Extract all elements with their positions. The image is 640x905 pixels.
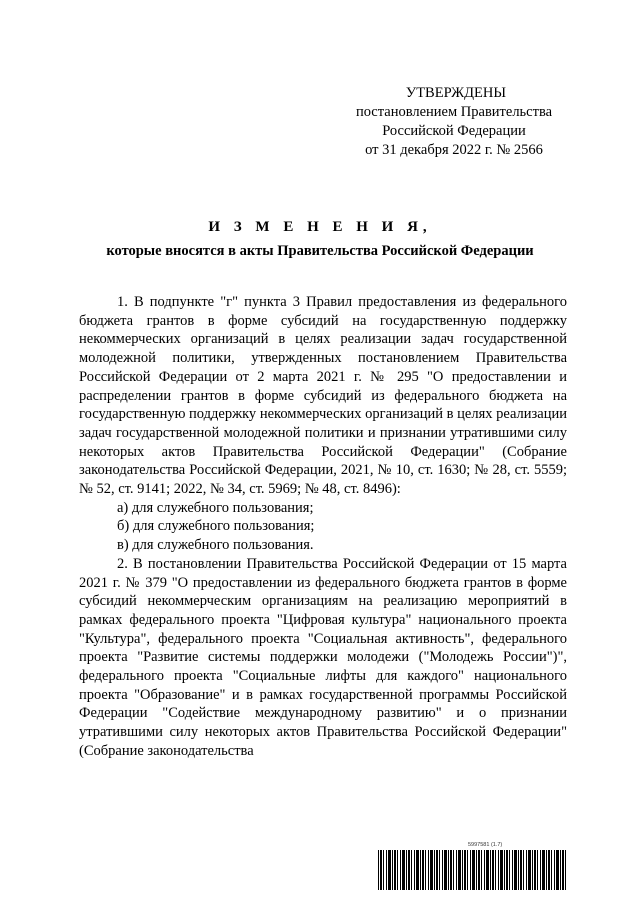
- approval-line-resolution: постановлением Правительства: [355, 104, 553, 120]
- approval-line-date: от 31 декабря 2022 г. № 2566: [365, 142, 543, 158]
- document-title: И З М Е Н Е Н И Я,: [208, 219, 432, 235]
- barcode-icon: [378, 850, 566, 890]
- approval-line-government: Российской Федерации: [382, 123, 526, 139]
- paragraph-item-a: а) для служебного пользования;: [117, 499, 314, 516]
- approval-heading: УТВЕРЖДЕНЫ: [405, 85, 506, 101]
- document-footer: [378, 842, 566, 892]
- paragraph-item-c: в) для служебного пользования.: [117, 537, 314, 554]
- paragraph-2: 2. В постановлении Правительства Российской Федерации от 15 марта 2021 г. № 379 "О предоставлении из федерального бюджета грантов в форме субсидий некоммерческим организациям на реализацию мероприятий в рамках федерального проекта "Цифровая культура" национального проекта "Культура", федерального проекта "Социальная активность", федерального проекта "Развитие системы поддержки молодежи ("Молодежь России")", федерального проекта "Социальные лифты для каждого" национального проекта "Образование" и в рамках государственной программы Российской Федерации "Содействие международному развитию" и о признании утратившими силу некоторых актов Правительства Российской Федерации" (Собрание законодательства: [79, 555, 567, 759]
- document-subtitle: которые вносятся в акты Правительства Российской Федерации: [106, 243, 534, 259]
- document-body: [79, 293, 567, 761]
- document-code: 5997581 (1.7): [468, 842, 503, 848]
- approval-block: [340, 84, 568, 160]
- paragraph-item-b: б) для служебного пользования;: [117, 518, 315, 535]
- paragraph-1: 1. В подпункте "г" пункта 3 Правил предоставления из федерального бюджета грантов в форме субсидий на государственную поддержку некоммерческих организаций в целях реализации задач государственной молодежной политики, утвержденных постановлением Правительства Российской Федерации от 2 марта 2021 г. № 295 "О предоставлении и распределении грантов в форме субсидий из федерального бюджета на государственную поддержку некоммерческих организаций в целях реализации задач государственной молодежной политики и признании утратившими силу некоторых актов Правительства Российской Федерации" (Собрание законодательства Российской Федерации, 2021, № 10, ст. 1630; № 28, ст. 5559; № 52, ст. 9141; 2022, № 34, ст. 5969; № 48, ст. 8496):: [79, 294, 567, 498]
